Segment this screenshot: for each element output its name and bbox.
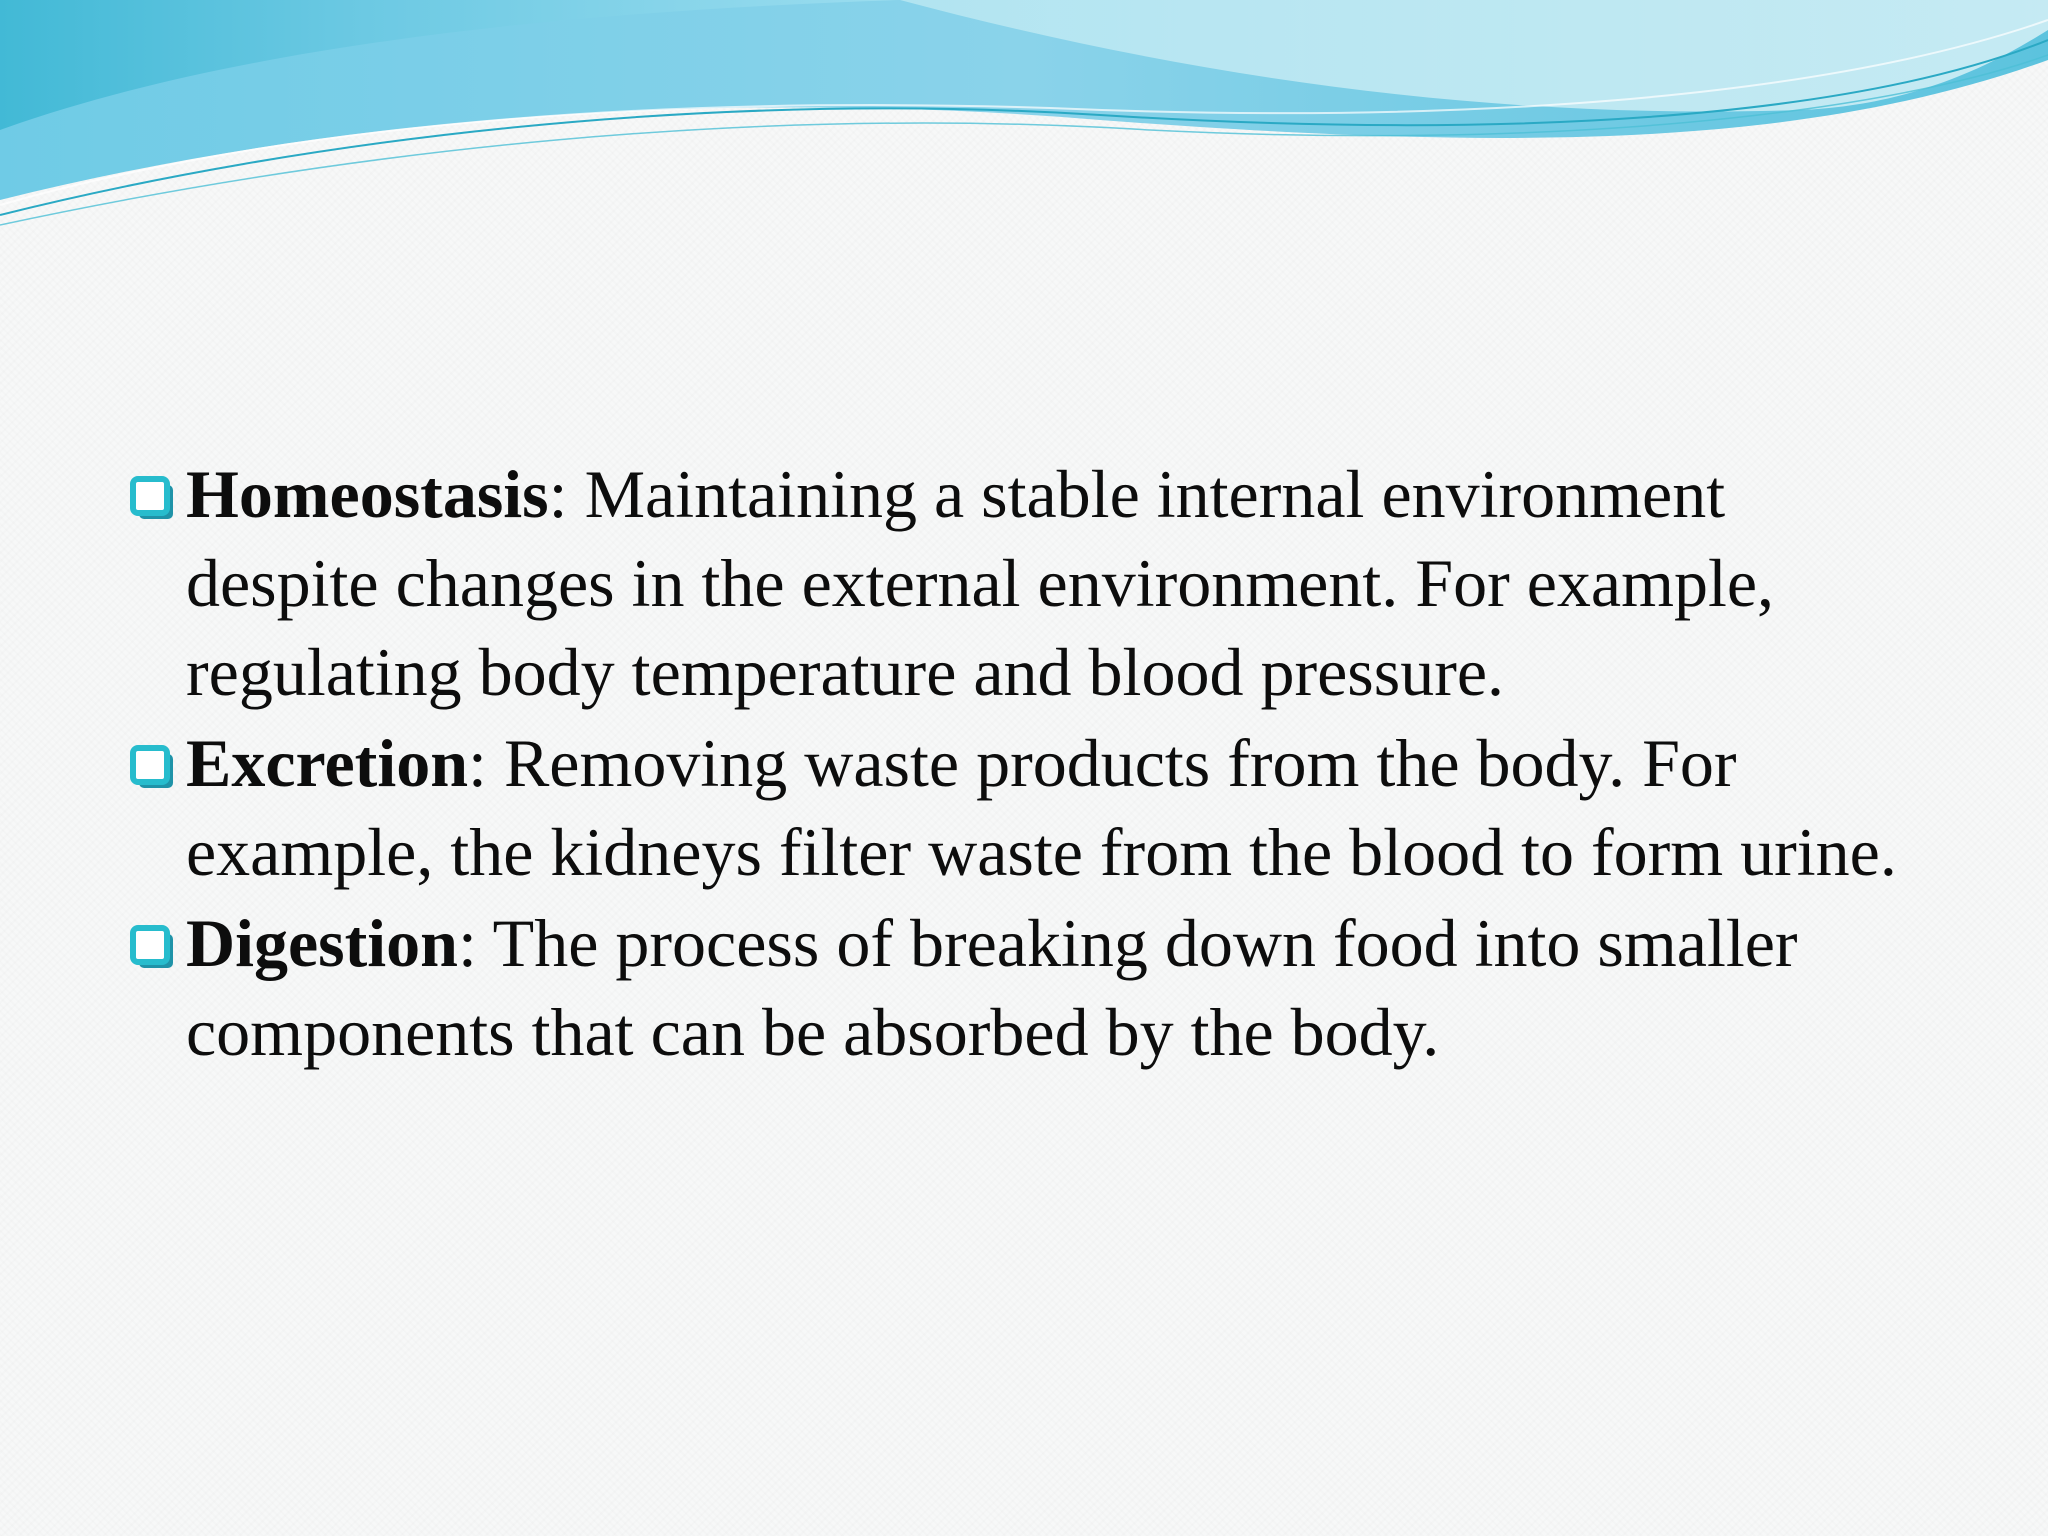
checkbox-bullet-icon [130, 745, 176, 791]
bullet-term: Excretion [186, 725, 469, 801]
bullet-separator: : [458, 905, 477, 981]
bullet-term: Digestion [186, 905, 458, 981]
bullet-text: The process of breaking down food into smaller components that can be absorbed by the body. [186, 905, 1798, 1070]
bullet-text: Removing waste products from the body. For example, the kidneys filter waste from the blood to form urine. [186, 725, 1897, 890]
bullet-item-homeostasis [120, 450, 1920, 717]
bullet-separator: : [548, 456, 568, 532]
bullet-item-digestion [120, 899, 1920, 1077]
bullet-item-excretion [120, 719, 1920, 897]
checkbox-bullet-icon [130, 925, 176, 971]
slide-content [120, 450, 1920, 1077]
bullet-list [120, 450, 1920, 1077]
checkbox-bullet-icon [130, 476, 176, 522]
bullet-separator: : [468, 725, 487, 801]
bullet-text: Maintaining a stable internal environment despite changes in the external environment. For example, regulating body temperature and blood pressure. [186, 456, 1775, 710]
header-wave-decoration [0, 0, 2048, 240]
bullet-term: Homeostasis [186, 456, 549, 532]
